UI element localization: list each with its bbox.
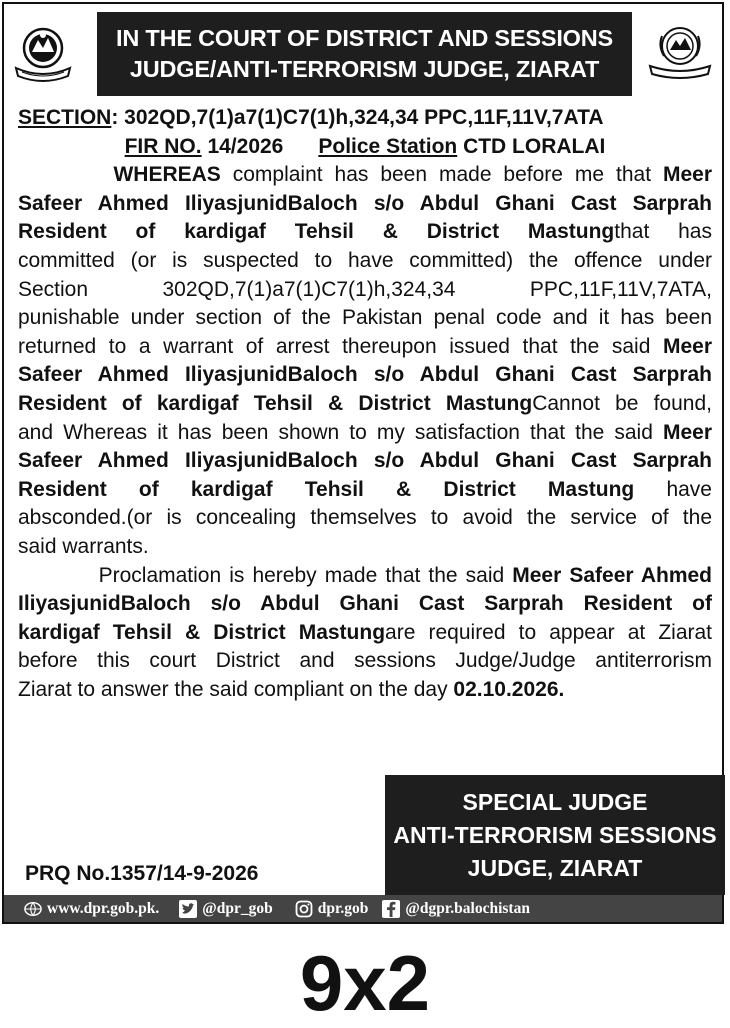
- fir-label: FIR NO.: [124, 134, 202, 158]
- instagram-handle: dpr.gob: [317, 899, 369, 917]
- dpr-seal-icon: [648, 24, 712, 82]
- body-line: [18, 676, 712, 705]
- court-header-line-1: IN THE COURT OF DISTRICT AND SESSIONS: [115, 25, 613, 51]
- body-line: [18, 218, 712, 247]
- body-text: and Whereas it has been shown to my satisfaction that the said: [18, 420, 663, 444]
- signature-line-3: JUDGE, ZIARAT: [467, 854, 643, 881]
- body-line: [18, 590, 712, 619]
- body-line: said warrants.: [18, 534, 149, 558]
- station-label: Police Station: [318, 134, 458, 158]
- court-header-line-2: JUDGE/ANTI-TERRORISM JUDGE, ZIARAT: [129, 56, 600, 82]
- fir-value: 14/2026: [201, 134, 284, 158]
- twitter-icon: [179, 900, 197, 918]
- accused-residence: Resident of kardigaf Tehsil & District Mastung: [18, 391, 533, 415]
- body-line: [18, 333, 712, 362]
- dpr-footer-bar: [4, 895, 722, 922]
- proclamation-body: [18, 104, 712, 704]
- body-line: Section 302QD,7(1)a7(1)C7(1)h,324,34 PPC,11F,11V,7ATA,: [18, 277, 712, 301]
- signature-line-2: ANTI-TERRORISM SESSIONS: [393, 821, 717, 848]
- facebook-icon: [382, 900, 400, 918]
- whereas-word: WHEREAS: [113, 163, 221, 187]
- section-line: [18, 104, 712, 133]
- accused-residence: Resident of kardigaf Tehsil & District Mastung: [18, 477, 635, 501]
- body-line: [18, 562, 712, 591]
- body-text: have: [634, 477, 712, 501]
- body-line: punishable under section of the Pakistan penal code and it has been: [18, 306, 712, 330]
- body-text: complaint has been made before me that: [220, 163, 663, 187]
- fir-line: [18, 133, 712, 162]
- facebook-handle: @dgpr.balochistan: [405, 899, 530, 917]
- footer-instagram[interactable]: [295, 900, 369, 918]
- twitter-handle: @dpr_gob: [202, 899, 273, 917]
- section-label: SECTION: [18, 106, 112, 129]
- instagram-icon: [295, 900, 313, 918]
- body-line: [18, 361, 712, 390]
- accused-residence: Resident of kardigaf Tehsil & District Mastung: [18, 220, 615, 244]
- appearance-date: 02.10.2026.: [453, 677, 565, 701]
- body-line: before this court District and sessions Judge/Judge antiterrorism: [18, 649, 712, 673]
- accused-name: Safeer Ahmed IliyasjunidBaloch s/o Abdul Ghani Cast Sarprah: [18, 191, 712, 215]
- body-line: [18, 447, 712, 476]
- footer-website[interactable]: [24, 900, 159, 918]
- signature-line-1: SPECIAL JUDGE: [462, 788, 648, 815]
- website-text: www.dpr.gob.pk.: [47, 899, 160, 917]
- body-text: that has: [614, 220, 712, 244]
- section-value: : 302QD,7(1)a7(1)C7(1)h,324,34 PPC,11F,11V,7ATA: [111, 106, 604, 129]
- body-line: [18, 619, 712, 648]
- footer-facebook[interactable]: [382, 900, 530, 918]
- accused-name: Meer Safeer Ahmed: [512, 563, 712, 587]
- body-line: [18, 390, 712, 419]
- prq-number: PRQ No.1357/14-9-2026: [25, 862, 259, 885]
- station-value: CTD LORALAI: [457, 134, 606, 158]
- globe-icon: [24, 900, 42, 918]
- accused-residence: kardigaf Tehsil & District Mastung: [18, 620, 386, 644]
- body-line: absconded.(or is concealing themselves to avoid the service of the: [18, 506, 712, 530]
- government-emblem-icon: [12, 22, 74, 84]
- body-line: [18, 419, 712, 448]
- body-text: Proclamation is hereby made that the said: [98, 563, 513, 587]
- body-line: [18, 190, 712, 219]
- accused-name: IliyasjunidBaloch s/o Abdul Ghani Cast Sarprah Resident of: [18, 592, 712, 616]
- footer-twitter[interactable]: [179, 900, 272, 918]
- judge-signature-block: [385, 775, 725, 895]
- body-text: Ziarat to answer the said compliant on the day: [18, 677, 454, 701]
- accused-name: Meer: [662, 163, 712, 187]
- body-line: [18, 161, 712, 190]
- body-text: are required to appear at Ziarat: [385, 620, 712, 644]
- accused-name: Safeer Ahmed IliyasjunidBaloch s/o Abdul Ghani Cast Sarprah: [18, 363, 712, 387]
- body-text: Cannot be found,: [532, 391, 712, 415]
- body-line: [18, 476, 712, 505]
- accused-name: Meer: [662, 420, 712, 444]
- accused-name: Safeer Ahmed IliyasjunidBaloch s/o Abdul Ghani Cast Sarprah: [18, 449, 712, 473]
- accused-name: Meer: [662, 334, 712, 358]
- body-text: returned to a warrant of arrest thereupon issued that the said: [18, 334, 663, 358]
- body-line: committed (or is suspected to have committed) the offence under: [18, 248, 712, 272]
- ad-size-label: 9x2: [299, 939, 431, 1027]
- court-header: [97, 12, 632, 96]
